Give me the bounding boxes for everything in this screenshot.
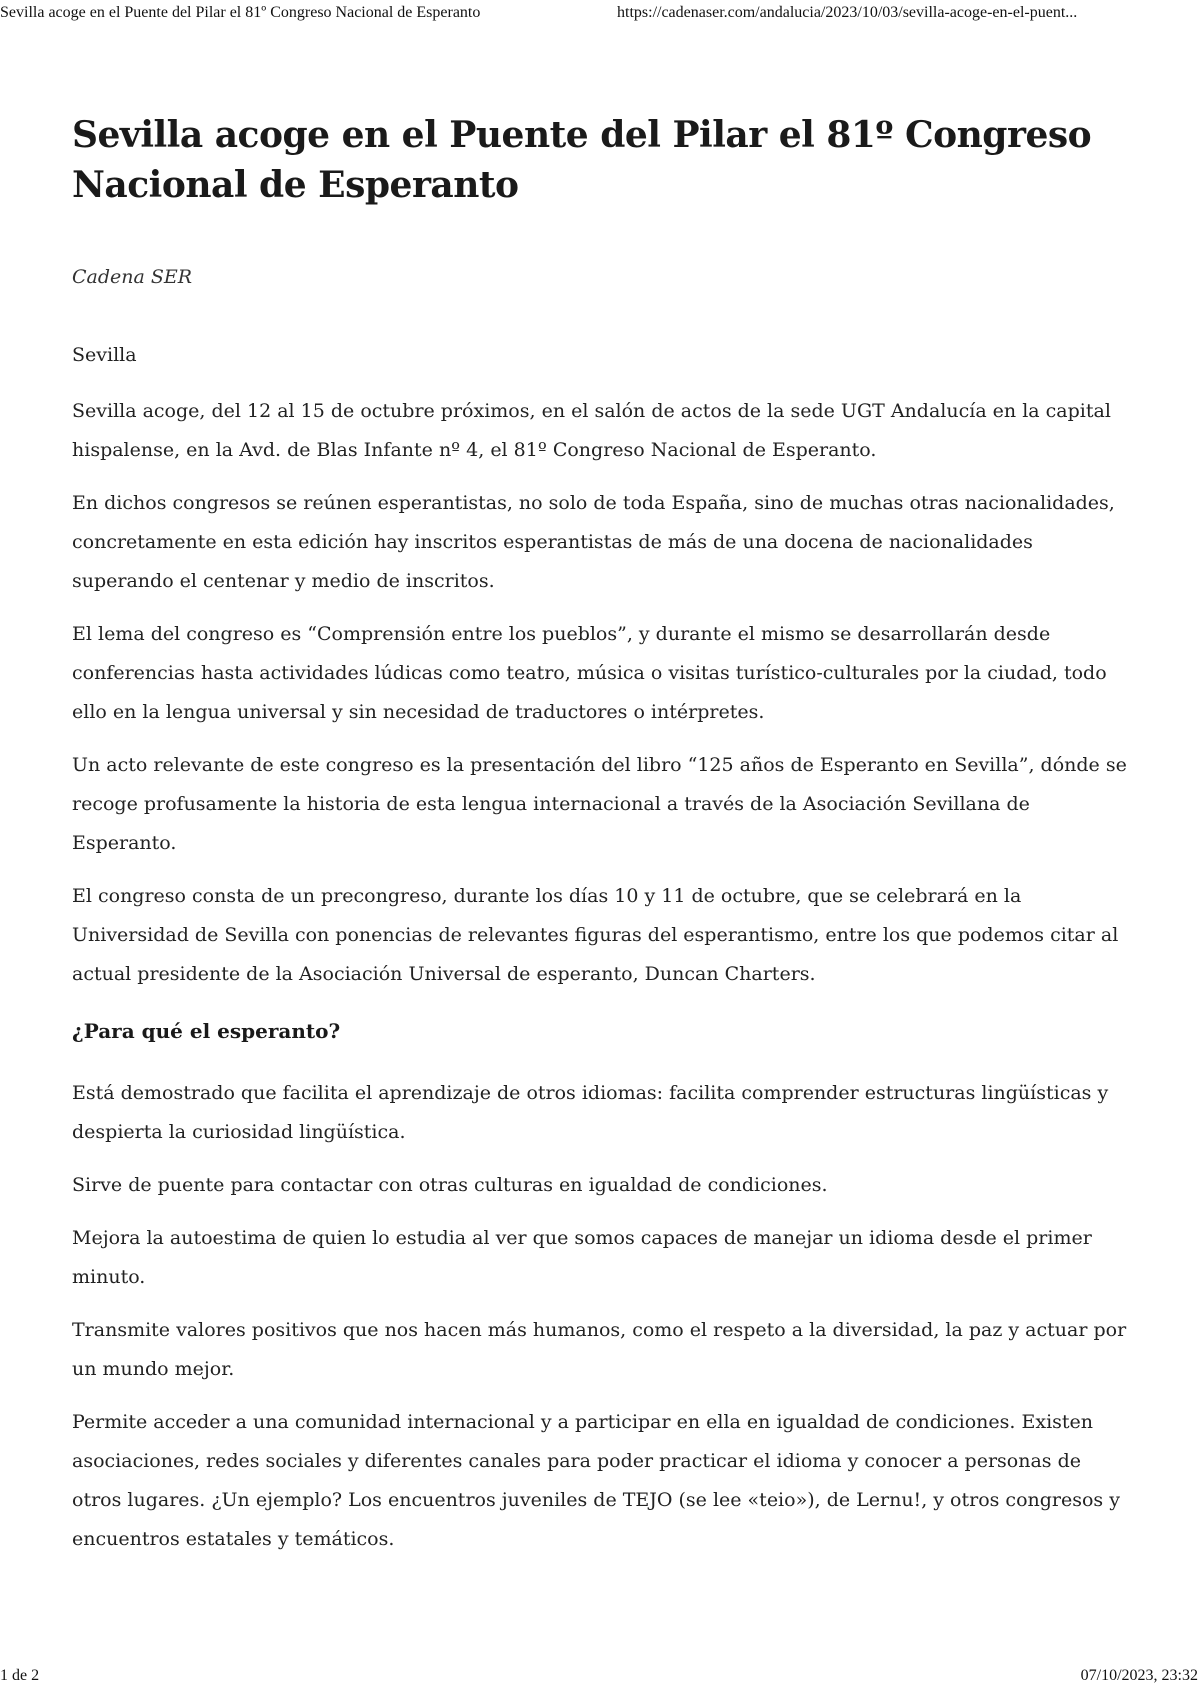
article-source: Cadena SER xyxy=(72,266,193,288)
article-paragraph: El lema del congreso es “Comprensión entre los pueblos”, y durante el mismo se desarrollarán desde conferencias hasta actividades lúdicas como teatro, música o visitas turístico-culturales por la ciudad, todo ello en la lengua universal y sin necesidad de traductores o intérpretes. xyxy=(72,623,1107,723)
print-page-number: 1 de 2 xyxy=(0,1667,40,1684)
article-paragraph: Permite acceder a una comunidad internacional y a participar en ella en igualdad de condiciones. Existen asociaciones, redes sociales y diferentes canales para poder practicar el idioma y conocer a personas de otros lugares. ¿Un ejemplo? Los encuentros juveniles de TEJO (se lee «teio»), de Lernu!, y otros congresos y encuentros estatales y temáticos. xyxy=(72,1411,1120,1550)
article-body xyxy=(72,392,1132,1559)
article xyxy=(72,110,1132,1573)
article-headline: Sevilla acoge en el Puente del Pilar el 81º Congreso Nacional de Esperanto xyxy=(72,114,1092,206)
article-subheading: ¿Para qué el esperanto? xyxy=(72,1019,341,1043)
article-paragraph: Mejora la autoestima de quien lo estudia al ver que somos capaces de manejar un idioma desde el primer minuto. xyxy=(72,1227,1092,1288)
article-paragraph: Transmite valores positivos que nos hacen más humanos, como el respeto a la diversidad, la paz y actuar por un mundo mejor. xyxy=(72,1319,1127,1380)
print-page-title: Sevilla acoge en el Puente del Pilar el 81º Congreso Nacional de Esperanto xyxy=(0,4,481,21)
print-page-url: https://cadenaser.com/andalucia/2023/10/03/sevilla-acoge-en-el-puent... xyxy=(617,4,1078,21)
article-paragraph: Sirve de puente para contactar con otras culturas en igualdad de condiciones. xyxy=(72,1174,828,1196)
article-paragraph: El congreso consta de un precongreso, durante los días 10 y 11 de octubre, que se celebrará en la Universidad de Sevilla con ponencias de relevantes figuras del esperantismo, entre los que podemos citar al actual presidente de la Asociación Universal de esperanto, Duncan Charters. xyxy=(72,885,1119,985)
article-paragraph: Está demostrado que facilita el aprendizaje de otros idiomas: facilita comprender estructuras lingüísticas y despierta la curiosidad lingüística. xyxy=(72,1082,1109,1143)
print-date: 07/10/2023, 23:32 xyxy=(1080,1667,1198,1684)
article-paragraph: Sevilla acoge, del 12 al 15 de octubre próximos, en el salón de actos de la sede UGT Andalucía en la capital hispalense, en la Avd. de Blas Infante nº 4, el 81º Congreso Nacional de Esperanto. xyxy=(72,400,1111,461)
print-footer xyxy=(0,1667,1200,1691)
article-paragraph: Un acto relevante de este congreso es la presentación del libro “125 años de Esperanto en Sevilla”, dónde se recoge profusamente la historia de esta lengua internacional a través de la Asociación Sevillana de Esperanto. xyxy=(72,754,1127,854)
print-header xyxy=(0,4,1200,28)
article-paragraph: En dichos congresos se reúnen esperantistas, no solo de toda España, sino de muchas otras nacionalidades, concretamente en esta edición hay inscritos esperantistas de más de una docena de nacionalidades superando el centenar y medio de inscritos. xyxy=(72,492,1115,592)
article-location: Sevilla xyxy=(72,344,137,366)
